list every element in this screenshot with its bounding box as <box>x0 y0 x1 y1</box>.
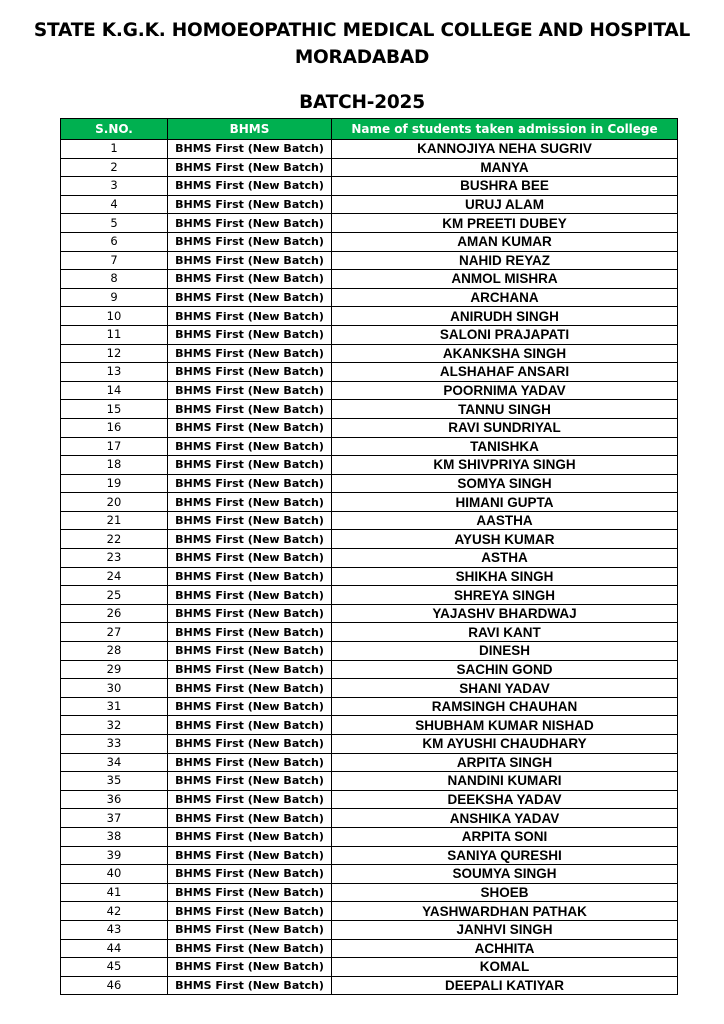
cell-student-name: ALSHAHAF ANSARI <box>332 363 678 382</box>
cell-course: BHMS First (New Batch) <box>168 790 332 809</box>
cell-course: BHMS First (New Batch) <box>168 679 332 698</box>
table-row <box>61 530 678 549</box>
cell-student-name: KM SHIVPRIYA SINGH <box>332 456 678 475</box>
table-row <box>61 920 678 939</box>
cell-student-name: DEEPALI KATIYAR <box>332 976 678 995</box>
cell-student-name: SOMYA SINGH <box>332 474 678 493</box>
cell-sno: 11 <box>61 325 168 344</box>
table-row <box>61 177 678 196</box>
cell-course: BHMS First (New Batch) <box>168 344 332 363</box>
cell-student-name: KANNOJIYA NEHA SUGRIV <box>332 140 678 159</box>
cell-student-name: SALONI PRAJAPATI <box>332 325 678 344</box>
table-row <box>61 604 678 623</box>
cell-course: BHMS First (New Batch) <box>168 660 332 679</box>
cell-sno: 22 <box>61 530 168 549</box>
table-header-row <box>61 119 678 140</box>
cell-sno: 5 <box>61 214 168 233</box>
cell-student-name: RAVI KANT <box>332 623 678 642</box>
cell-student-name: SANIYA QURESHI <box>332 846 678 865</box>
table-row <box>61 400 678 419</box>
cell-course: BHMS First (New Batch) <box>168 772 332 791</box>
cell-sno: 41 <box>61 883 168 902</box>
cell-course: BHMS First (New Batch) <box>168 958 332 977</box>
cell-course: BHMS First (New Batch) <box>168 214 332 233</box>
cell-sno: 46 <box>61 976 168 995</box>
college-name: STATE K.G.K. HOMOEOPATHIC MEDICAL COLLEGE AND HOSPITAL <box>33 20 691 41</box>
cell-course: BHMS First (New Batch) <box>168 623 332 642</box>
cell-course: BHMS First (New Batch) <box>168 158 332 177</box>
cell-sno: 35 <box>61 772 168 791</box>
table-row <box>61 307 678 326</box>
cell-course: BHMS First (New Batch) <box>168 846 332 865</box>
cell-course: BHMS First (New Batch) <box>168 288 332 307</box>
cell-sno: 8 <box>61 270 168 289</box>
table-row <box>61 846 678 865</box>
cell-student-name: SHOEB <box>332 883 678 902</box>
column-header-course: BHMS <box>168 119 332 140</box>
cell-student-name: ANSHIKA YADAV <box>332 809 678 828</box>
table-row <box>61 251 678 270</box>
table-row <box>61 363 678 382</box>
cell-sno: 12 <box>61 344 168 363</box>
cell-student-name: POORNIMA YADAV <box>332 381 678 400</box>
table-row <box>61 325 678 344</box>
cell-course: BHMS First (New Batch) <box>168 325 332 344</box>
table-row <box>61 679 678 698</box>
cell-course: BHMS First (New Batch) <box>168 474 332 493</box>
cell-sno: 26 <box>61 604 168 623</box>
cell-student-name: ARPITA SINGH <box>332 753 678 772</box>
cell-sno: 3 <box>61 177 168 196</box>
cell-student-name: SACHIN GOND <box>332 660 678 679</box>
cell-course: BHMS First (New Batch) <box>168 381 332 400</box>
table-row <box>61 195 678 214</box>
cell-sno: 42 <box>61 902 168 921</box>
cell-sno: 45 <box>61 958 168 977</box>
cell-course: BHMS First (New Batch) <box>168 195 332 214</box>
cell-course: BHMS First (New Batch) <box>168 549 332 568</box>
table-row <box>61 827 678 846</box>
column-header-student-name: Name of students taken admission in College <box>332 119 678 140</box>
table-row <box>61 511 678 530</box>
cell-student-name: SHUBHAM KUMAR NISHAD <box>332 716 678 735</box>
cell-sno: 29 <box>61 660 168 679</box>
table-row <box>61 549 678 568</box>
table-row <box>61 902 678 921</box>
cell-student-name: ACHHITA <box>332 939 678 958</box>
table-row <box>61 623 678 642</box>
cell-sno: 24 <box>61 567 168 586</box>
cell-sno: 6 <box>61 232 168 251</box>
cell-sno: 32 <box>61 716 168 735</box>
table-row <box>61 474 678 493</box>
cell-student-name: TANNU SINGH <box>332 400 678 419</box>
cell-sno: 30 <box>61 679 168 698</box>
cell-course: BHMS First (New Batch) <box>168 827 332 846</box>
college-city: MORADABAD <box>294 47 430 68</box>
cell-course: BHMS First (New Batch) <box>168 939 332 958</box>
cell-course: BHMS First (New Batch) <box>168 511 332 530</box>
cell-sno: 16 <box>61 418 168 437</box>
cell-sno: 40 <box>61 865 168 884</box>
table-row <box>61 735 678 754</box>
cell-sno: 36 <box>61 790 168 809</box>
admission-table <box>60 118 678 995</box>
cell-sno: 17 <box>61 437 168 456</box>
table-row <box>61 958 678 977</box>
cell-sno: 28 <box>61 642 168 661</box>
cell-student-name: AKANKSHA SINGH <box>332 344 678 363</box>
cell-course: BHMS First (New Batch) <box>168 865 332 884</box>
cell-student-name: MANYA <box>332 158 678 177</box>
table-row <box>61 697 678 716</box>
cell-student-name: RAMSINGH CHAUHAN <box>332 697 678 716</box>
cell-course: BHMS First (New Batch) <box>168 530 332 549</box>
cell-sno: 21 <box>61 511 168 530</box>
cell-sno: 25 <box>61 586 168 605</box>
cell-student-name: SOUMYA SINGH <box>332 865 678 884</box>
table-row <box>61 939 678 958</box>
table-row <box>61 214 678 233</box>
table-row <box>61 753 678 772</box>
cell-student-name: AASTHA <box>332 511 678 530</box>
column-header-sno: S.NO. <box>61 119 168 140</box>
cell-sno: 38 <box>61 827 168 846</box>
cell-student-name: URUJ ALAM <box>332 195 678 214</box>
table-row <box>61 140 678 159</box>
cell-course: BHMS First (New Batch) <box>168 976 332 995</box>
cell-course: BHMS First (New Batch) <box>168 753 332 772</box>
table-row <box>61 344 678 363</box>
cell-student-name: ANIRUDH SINGH <box>332 307 678 326</box>
cell-student-name: KM AYUSHI CHAUDHARY <box>332 735 678 754</box>
cell-course: BHMS First (New Batch) <box>168 883 332 902</box>
cell-sno: 4 <box>61 195 168 214</box>
table-row <box>61 158 678 177</box>
cell-student-name: AMAN KUMAR <box>332 232 678 251</box>
table-row <box>61 716 678 735</box>
cell-sno: 2 <box>61 158 168 177</box>
cell-course: BHMS First (New Batch) <box>168 251 332 270</box>
cell-student-name: DINESH <box>332 642 678 661</box>
cell-student-name: SHREYA SINGH <box>332 586 678 605</box>
cell-sno: 20 <box>61 493 168 512</box>
cell-sno: 18 <box>61 456 168 475</box>
cell-course: BHMS First (New Batch) <box>168 902 332 921</box>
cell-student-name: YASHWARDHAN PATHAK <box>332 902 678 921</box>
table-row <box>61 232 678 251</box>
cell-student-name: NAHID REYAZ <box>332 251 678 270</box>
cell-student-name: YAJASHV BHARDWAJ <box>332 604 678 623</box>
table-row <box>61 493 678 512</box>
table-row <box>61 418 678 437</box>
cell-course: BHMS First (New Batch) <box>168 437 332 456</box>
table-row <box>61 381 678 400</box>
cell-student-name: NANDINI KUMARI <box>332 772 678 791</box>
cell-student-name: ARCHANA <box>332 288 678 307</box>
cell-sno: 7 <box>61 251 168 270</box>
table-row <box>61 567 678 586</box>
cell-sno: 43 <box>61 920 168 939</box>
table-row <box>61 865 678 884</box>
cell-course: BHMS First (New Batch) <box>168 232 332 251</box>
cell-student-name: RAVI SUNDRIYAL <box>332 418 678 437</box>
cell-student-name: AYUSH KUMAR <box>332 530 678 549</box>
cell-sno: 19 <box>61 474 168 493</box>
cell-course: BHMS First (New Batch) <box>168 809 332 828</box>
cell-course: BHMS First (New Batch) <box>168 604 332 623</box>
cell-course: BHMS First (New Batch) <box>168 363 332 382</box>
table-row <box>61 976 678 995</box>
cell-course: BHMS First (New Batch) <box>168 716 332 735</box>
cell-student-name: ARPITA SONI <box>332 827 678 846</box>
cell-student-name: ANMOL MISHRA <box>332 270 678 289</box>
table-row <box>61 809 678 828</box>
cell-course: BHMS First (New Batch) <box>168 735 332 754</box>
cell-student-name: KOMAL <box>332 958 678 977</box>
cell-sno: 34 <box>61 753 168 772</box>
cell-sno: 23 <box>61 549 168 568</box>
cell-sno: 14 <box>61 381 168 400</box>
cell-course: BHMS First (New Batch) <box>168 567 332 586</box>
cell-course: BHMS First (New Batch) <box>168 140 332 159</box>
cell-course: BHMS First (New Batch) <box>168 920 332 939</box>
cell-course: BHMS First (New Batch) <box>168 493 332 512</box>
table-row <box>61 790 678 809</box>
cell-sno: 15 <box>61 400 168 419</box>
table-row <box>61 586 678 605</box>
table-row <box>61 437 678 456</box>
table-row <box>61 456 678 475</box>
cell-course: BHMS First (New Batch) <box>168 307 332 326</box>
table-row <box>61 642 678 661</box>
table-row <box>61 270 678 289</box>
table-row <box>61 772 678 791</box>
cell-course: BHMS First (New Batch) <box>168 418 332 437</box>
table-row <box>61 660 678 679</box>
batch-title: BATCH-2025 <box>299 92 425 113</box>
cell-student-name: DEEKSHA YADAV <box>332 790 678 809</box>
cell-sno: 39 <box>61 846 168 865</box>
cell-sno: 27 <box>61 623 168 642</box>
cell-student-name: KM PREETI DUBEY <box>332 214 678 233</box>
cell-sno: 13 <box>61 363 168 382</box>
cell-sno: 31 <box>61 697 168 716</box>
cell-student-name: TANISHKA <box>332 437 678 456</box>
cell-student-name: SHIKHA SINGH <box>332 567 678 586</box>
table-row <box>61 883 678 902</box>
cell-student-name: BUSHRA BEE <box>332 177 678 196</box>
cell-course: BHMS First (New Batch) <box>168 400 332 419</box>
cell-student-name: JANHVI SINGH <box>332 920 678 939</box>
cell-student-name: ASTHA <box>332 549 678 568</box>
cell-sno: 1 <box>61 140 168 159</box>
cell-student-name: SHANI YADAV <box>332 679 678 698</box>
cell-course: BHMS First (New Batch) <box>168 586 332 605</box>
cell-sno: 9 <box>61 288 168 307</box>
cell-course: BHMS First (New Batch) <box>168 456 332 475</box>
cell-course: BHMS First (New Batch) <box>168 177 332 196</box>
cell-sno: 10 <box>61 307 168 326</box>
cell-student-name: HIMANI GUPTA <box>332 493 678 512</box>
cell-course: BHMS First (New Batch) <box>168 270 332 289</box>
cell-course: BHMS First (New Batch) <box>168 697 332 716</box>
cell-sno: 37 <box>61 809 168 828</box>
cell-sno: 33 <box>61 735 168 754</box>
cell-course: BHMS First (New Batch) <box>168 642 332 661</box>
table-row <box>61 288 678 307</box>
cell-sno: 44 <box>61 939 168 958</box>
